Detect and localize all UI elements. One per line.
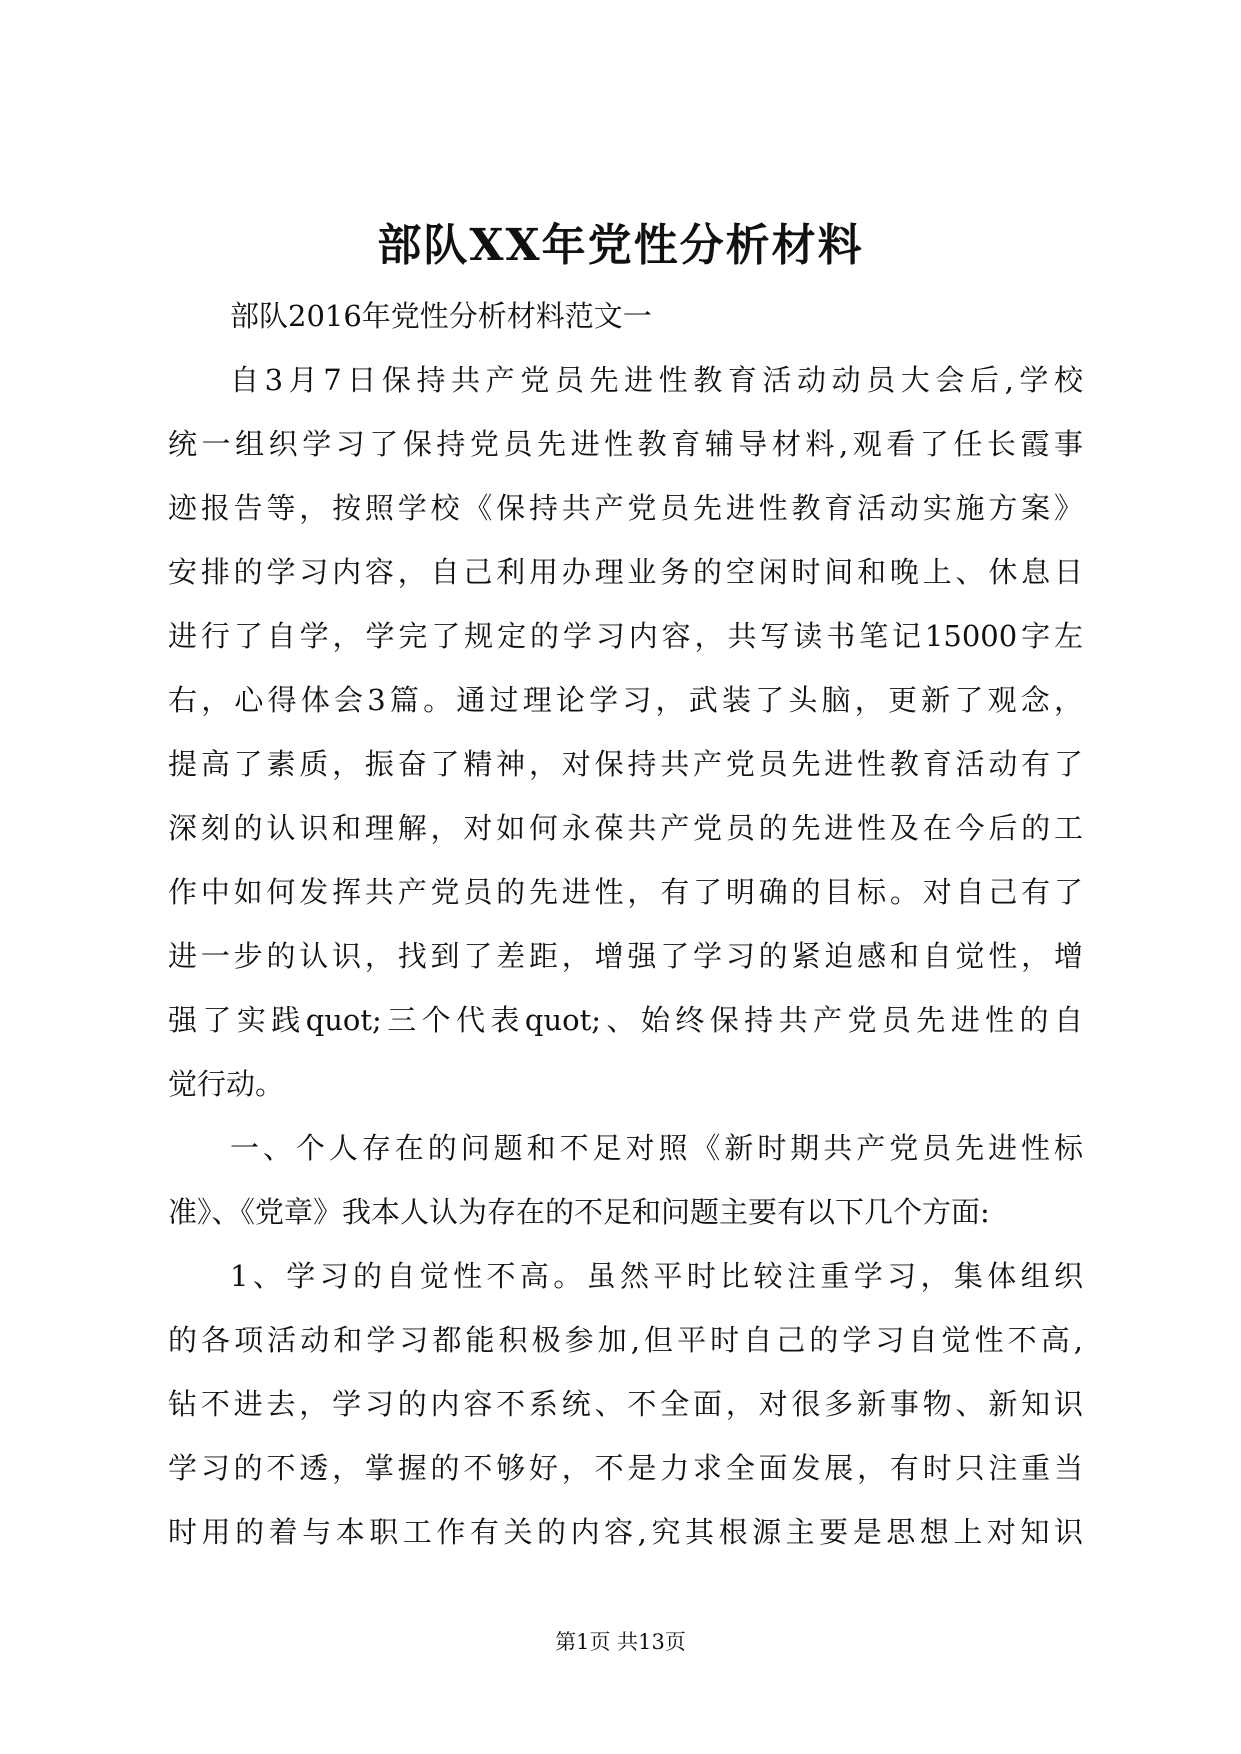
page-footer: 第1页 共13页 <box>555 1630 686 1654</box>
text-line: 时用的着与本职工作有关的内容,究其根源主要是思想上对知识 <box>168 1515 1083 1549</box>
text-line: 右，心得体会3篇。通过理论学习，武装了头脑，更新了观念， <box>168 683 1083 717</box>
text-line: 自3月7日保持共产党员先进性教育活动动员大会后,学校 <box>230 363 1083 397</box>
text-line: 进一步的认识，找到了差距，增强了学习的紧迫感和自觉性，增 <box>168 939 1083 973</box>
text-line: 进行了自学，学完了规定的学习内容，共写读书笔记15000字左 <box>168 619 1083 653</box>
text-line: 1、学习的自觉性不高。虽然平时比较注重学习，集体组织 <box>230 1259 1083 1293</box>
text-line: 强了实践quot;三个代表quot;、始终保持共产党员先进性的自 <box>168 1003 1083 1037</box>
text-line: 安排的学习内容，自己利用办理业务的空闲时间和晚上、休息日 <box>168 555 1083 589</box>
text-line: 提高了素质，振奋了精神，对保持共产党员先进性教育活动有了 <box>168 747 1083 781</box>
document-title: 部队XX年党性分析材料 <box>377 220 864 271</box>
text-line: 深刻的认识和理解，对如何永葆共产党员的先进性及在今后的工 <box>168 811 1083 845</box>
text-line: 觉行动。 <box>168 1067 285 1101</box>
text-line: 的各项活动和学习都能积极参加,但平时自己的学习自觉性不高, <box>168 1323 1083 1357</box>
document-body <box>168 284 1083 1564</box>
text-line: 统一组织学习了保持党员先进性教育辅导材料,观看了任长霞事 <box>168 427 1083 461</box>
text-line: 学习的不透，掌握的不够好，不是力求全面发展，有时只注重当 <box>168 1451 1083 1485</box>
text-line: 迹报告等，按照学校《保持共产党员先进性教育活动实施方案》 <box>168 491 1083 525</box>
text-line: 部队2016年党性分析材料范文一 <box>230 299 652 333</box>
text-line: 钻不进去，学习的内容不系统、不全面，对很多新事物、新知识 <box>168 1387 1083 1421</box>
text-line: 一、个人存在的问题和不足对照《新时期共产党员先进性标 <box>230 1131 1083 1165</box>
text-line: 作中如何发挥共产党员的先进性，有了明确的目标。对自己有了 <box>168 875 1083 909</box>
text-line: 准》、《党章》我本人认为存在的不足和问题主要有以下几个方面: <box>168 1195 990 1229</box>
